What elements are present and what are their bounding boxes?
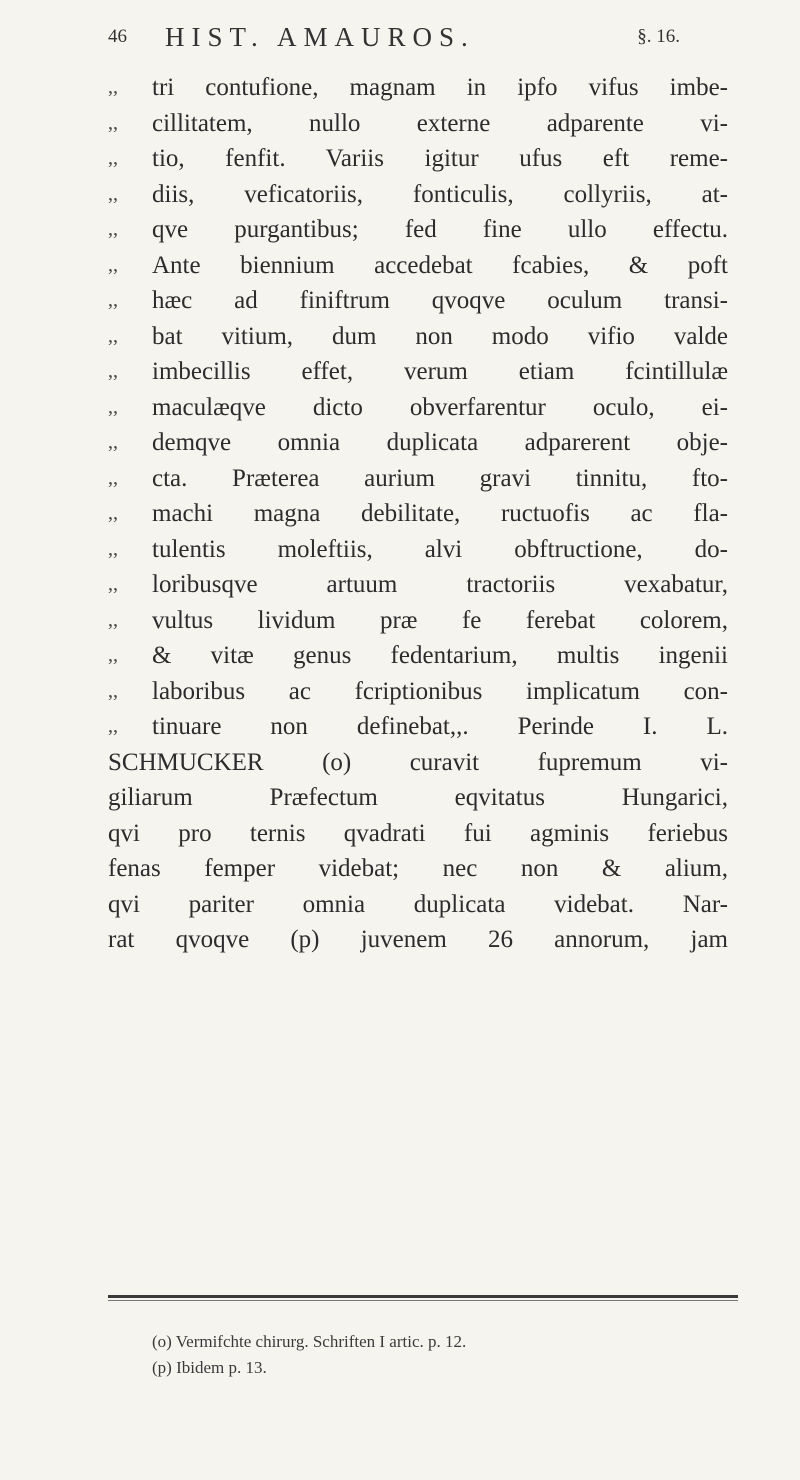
quote-mark: ,,: [108, 218, 118, 240]
text-line: [108, 638, 728, 674]
text-line: [108, 496, 728, 532]
text-line: [108, 70, 728, 106]
line-text: giliarum Præfectum eqvitatus Hungarici,: [108, 784, 728, 811]
text-line: [108, 390, 728, 426]
line-text: imbecillis effet, verum etiam fcintillulæ: [152, 358, 728, 385]
line-text: rat qvoqve (p) juvenem 26 annorum, jam: [108, 926, 728, 953]
quote-mark: ,,: [108, 679, 118, 702]
quote-mark: ,,: [108, 715, 118, 737]
text-line: [108, 922, 728, 958]
quote-mark: ,,: [108, 431, 118, 453]
text-line: [108, 248, 728, 284]
line-text: machi magna debilitate, ructuofis ac fla-: [152, 500, 728, 527]
line-text: loribusqve artuum tractoriis vexabatur,: [152, 571, 728, 598]
text-line: [108, 674, 728, 710]
footnote-o: (o) Vermifchte chirurg. Schriften I artic. p. 12.: [152, 1332, 467, 1351]
line-text: Ante biennium accedebat fcabies, & poft: [152, 251, 728, 279]
section-reference: §. 16.: [637, 26, 680, 47]
line-text: tinuare non definebat,,. Perinde I. L.: [152, 713, 728, 740]
line-text: tulentis moleftiis, alvi obftructione, do-: [152, 535, 728, 563]
quote-mark: ,,: [108, 466, 118, 489]
quote-mark: ,,: [108, 147, 118, 169]
text-line: [108, 816, 728, 852]
line-text: demqve omnia duplicata adparerent obje-: [152, 429, 728, 456]
text-line: [108, 425, 728, 461]
line-text: SCHMUCKER (o) curavit fupremum vi-: [108, 748, 728, 776]
quote-mark: ,,: [108, 76, 118, 98]
text-line: [108, 887, 728, 923]
quote-mark: ,,: [108, 573, 118, 595]
line-text: maculæqve dicto obverfarentur oculo, ei-: [152, 393, 728, 421]
line-text: fenas femper videbat; nec non & alium,: [108, 855, 728, 882]
line-text: qvi pariter omnia duplicata videbat. Nar-: [108, 890, 728, 918]
text-line: [108, 283, 728, 319]
quote-mark: ,,: [108, 111, 118, 134]
quote-mark: ,,: [108, 324, 118, 347]
line-text: diis, veficatoriis, fonticulis, collyriis, at-: [152, 180, 728, 208]
quote-mark: ,,: [108, 395, 118, 418]
line-text: tri contufione, magnam in ipfo vifus imbe-: [152, 74, 728, 101]
quote-mark: ,,: [108, 608, 118, 631]
page-number: 46: [108, 26, 127, 47]
text-line: [108, 177, 728, 213]
line-text: bat vitium, dum non modo vifio valde: [152, 322, 728, 350]
text-line: [108, 851, 728, 887]
line-text: laboribus ac fcriptionibus implicatum con-: [152, 677, 728, 705]
page-header: [108, 22, 688, 62]
line-text: cta. Præterea aurium gravi tinnitu, fto-: [152, 464, 728, 492]
quote-mark: ,,: [108, 502, 118, 524]
body-text: [108, 70, 728, 958]
quote-mark: ,,: [108, 360, 118, 382]
line-text: vultus lividum præ fe ferebat colorem,: [152, 606, 728, 634]
line-text: qve purgantibus; fed fine ullo effectu.: [152, 216, 728, 243]
text-line: [108, 461, 728, 497]
text-line: [108, 319, 728, 355]
line-text: tio, fenfit. Variis igitur ufus eft reme-: [152, 145, 728, 172]
quote-mark: ,,: [108, 253, 118, 276]
footnotes: [152, 1329, 732, 1381]
line-text: qvi pro ternis qvadrati fui agminis feriebus: [108, 819, 728, 847]
text-line: [108, 212, 728, 248]
text-line: [108, 603, 728, 639]
text-line: [108, 532, 728, 568]
footnote-rule-thin: [108, 1300, 738, 1301]
text-line: [108, 106, 728, 142]
footnote-p: (p) Ibidem p. 13.: [152, 1358, 267, 1377]
footnote-rule: [108, 1295, 738, 1298]
quote-mark: ,,: [108, 289, 118, 311]
line-text: hæc ad finiftrum qvoqve oculum transi-: [152, 287, 728, 314]
text-line: [108, 567, 728, 603]
text-line: [108, 354, 728, 390]
quote-mark: ,,: [108, 182, 118, 205]
text-line: [108, 141, 728, 177]
running-title: HIST. AMAUROS.: [165, 22, 475, 52]
line-text: cillitatem, nullo externe adparente vi-: [152, 109, 728, 137]
quote-mark: ,,: [108, 537, 118, 560]
text-line: [108, 780, 728, 816]
text-line: [108, 709, 728, 745]
text-line: [108, 745, 728, 781]
quote-mark: ,,: [108, 644, 118, 666]
line-text: & vitæ genus fedentarium, multis ingenii: [152, 642, 728, 669]
